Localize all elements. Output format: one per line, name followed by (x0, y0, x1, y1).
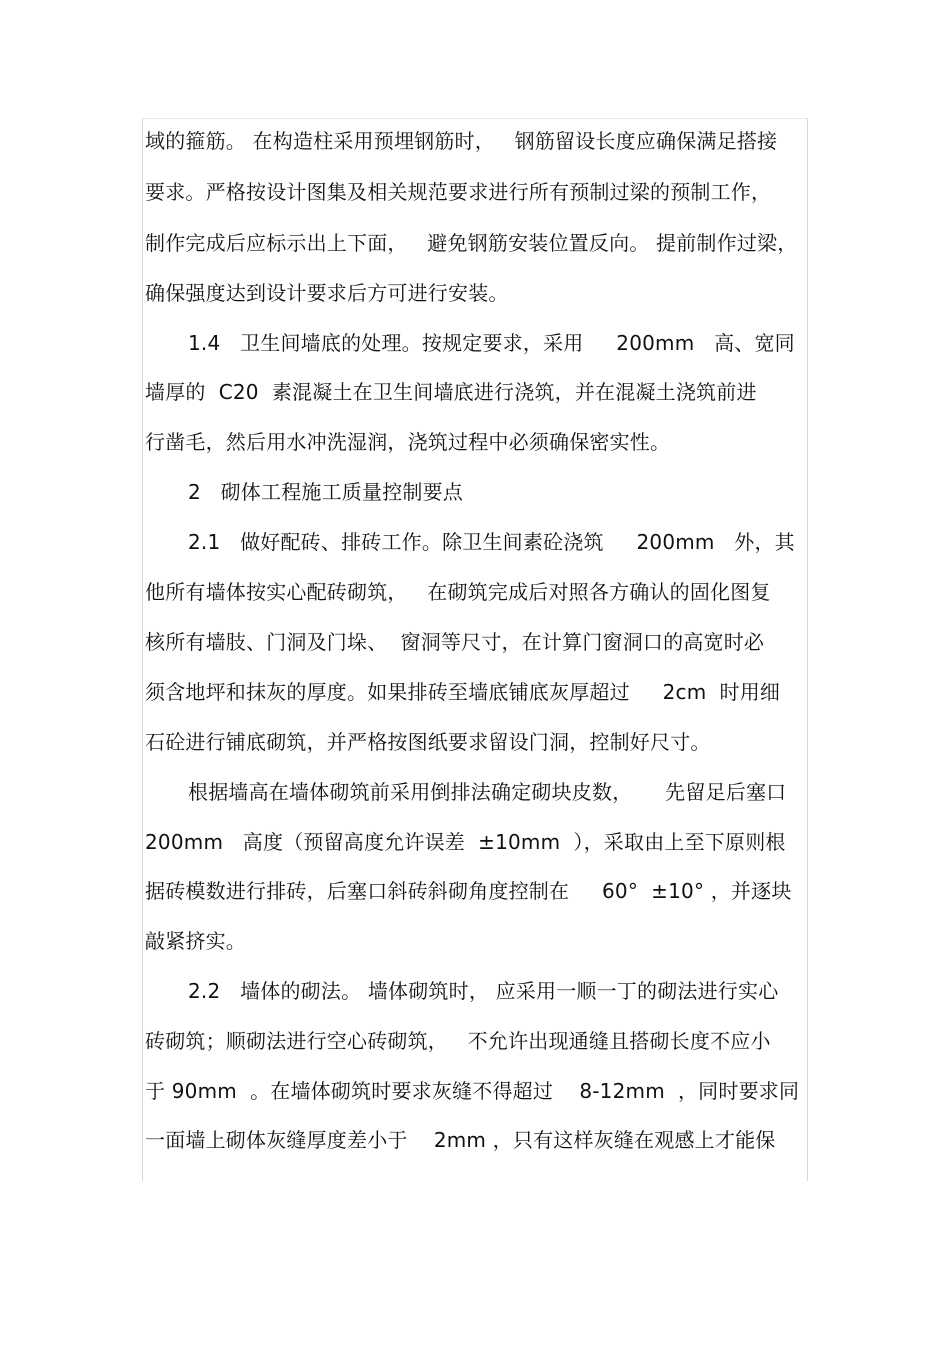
text-line: 核所有墙肢、门洞及门垛、 窗洞等尺寸，在计算门窗洞口的高宽时必 (145, 630, 765, 654)
text-line: 于 90mm 。在墙体砌筑时要求灰缝不得超过 8-12mm ，同时要求同 (145, 1079, 800, 1103)
section-heading: 2 砌体工程施工质量控制要点 (188, 480, 463, 504)
text-line: 2.1 做好配砖、排砖工作。除卫生间素砼浇筑 200mm 外，其 (188, 530, 795, 554)
text-line: 2.2 墙体的砌法。 墙体砌筑时， 应采用一顺一丁的砌法进行实心 (188, 979, 779, 1003)
text-line: 确保强度达到设计要求后方可进行安装。 (145, 281, 509, 305)
text-line: 根据墙高在墙体砌筑前采用倒排法确定砌块皮数， 先留足后塞口 (188, 780, 787, 804)
text-line: 墙厚的 C20 素混凝土在卫生间墙底进行浇筑，并在混凝土浇筑前进 (145, 380, 757, 404)
text-line: 砖砌筑；顺砌法进行空心砖砌筑， 不允许出现通缝且搭砌长度不应小 (145, 1029, 771, 1053)
text-line: 他所有墙体按实心配砖砌筑， 在砌筑完成后对照各方确认的固化图复 (145, 580, 771, 604)
text-line: 200mm 高度（预留高度允许误差 ±10mm ），采取由上至下原则根 (145, 830, 786, 854)
text-line: 须含地坪和抹灰的厚度。如果排砖至墙底铺底灰厚超过 2cm 时用细 (145, 680, 781, 704)
text-line: 行凿毛，然后用水冲洗湿润，浇筑过程中必须确保密实性。 (145, 430, 671, 454)
text-line: 制作完成后应标示出上下面， 避免钢筋安装位置反向。 提前制作过梁， (145, 231, 798, 255)
text-line: 要求。严格按设计图集及相关规范要求进行所有预制过梁的预制工作， (145, 180, 772, 204)
text-line: 一面墙上砌体灰缝厚度差小于 2mm ，只有这样灰缝在观感上才能保 (145, 1128, 776, 1152)
text-line: 石砼进行铺底砌筑，并严格按图纸要求留设门洞，控制好尺寸。 (145, 730, 711, 754)
text-line: 据砖模数进行排砖，后塞口斜砖斜砌角度控制在 60° ±10° ，并逐块 (145, 879, 792, 903)
text-line: 域的箍筋。 在构造柱采用预埋钢筋时， 钢筋留设长度应确保满足搭接 (145, 129, 778, 153)
text-line: 敲紧挤实。 (145, 929, 246, 953)
text-line: 1.4 卫生间墙底的处理。按规定要求，采用 200mm 高、宽同 (188, 331, 795, 355)
